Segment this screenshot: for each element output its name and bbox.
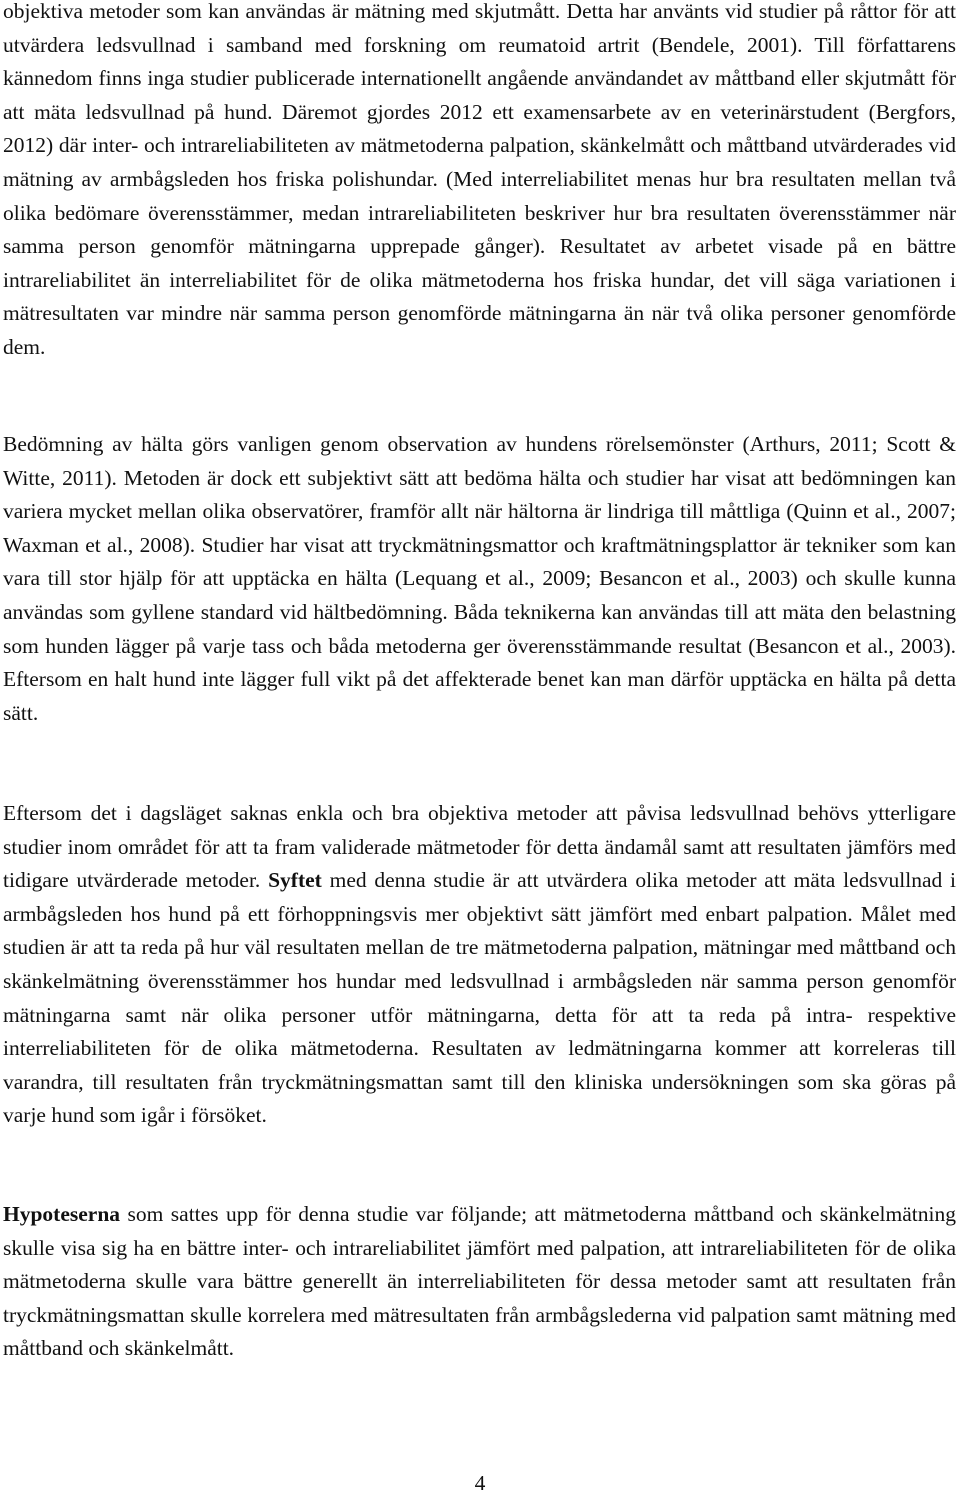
aim-bold-term: Syftet bbox=[268, 868, 322, 893]
paragraph-lameness-assessment: Bedömning av hälta görs vanligen genom observation av hundens rörelsemönster (Arthurs, 2011; Scott & Witte, 2011). Metoden är dock ett subjektivt sätt att bedöma hälta och studier har visat att bedömningen kan variera mycket mellan olika observatörer, framför allt när hältorna är lindriga till måttliga (Quinn et al., 2007; Waxman et al., 2008). Studier har visat att tryckmätningsmattor och kraftmätningsplattor är tekniker som kan vara till stor hjälp för att upptäcka en hälta (Lequang et al., 2009; Besancon et al., 2003) och skulle kunna användas som gyllene standard vid hältbedömning. Båda teknikerna kan användas till att mäta den belastning som hunden lägger på varje tass och båda metoderna ger överensstämmande resultat (Besancon et al., 2003). Eftersom en halt hund inte lägger full vikt på det affekterade benet kan man därför upptäcka en hälta på detta sätt. bbox=[3, 432, 956, 725]
aim-text-before: Eftersom det i dagsläget saknas enkla och bra objektiva metoder att påvisa ledsvullnad behövs ytterligare studier inom området för att ta fram validerade mätmetoder för detta ändamål samt att resultaten jämförs med tidigare utvärderade metoder. bbox=[3, 801, 956, 893]
paragraph-measurement-methods: objektiva metoder som kan användas är mätning med skjutmått. Detta har använts vid studier på råttor för att utvärdera ledsvullnad i samband med forskning om reumatoid artrit (Bendele, 2001). Till författarens kännedom finns inga studier publicerade internationellt angående användandet av måttband eller skjutmått för att mäta ledsvullnad på hund. Däremot gjordes 2012 ett examensarbete av en veterinärstudent (Bergfors, 2012) där inter- och intrareliabiliteten av mätmetoderna palpation, skänkelmått och måttband utvärderades vid mätning av armbågsleden hos friska polishundar. (Med interreliabilitet menas hur bra resultaten mellan två olika bedömare överensstämmer, medan intrareliabiliteten beskriver hur bra resultaten överensstämmer när samma person genomför mätningarna upprepade gånger). Resultatet av arbetet visade på en bättre intrareliabilitet än interreliabilitet för de olika mätmetoderna hos friska hundar, det vill säga variationen i mätresultaten var mindre när samma person genomförde mätningarna än när två olika personer genomförde dem. bbox=[3, 0, 956, 359]
aim-text-after: med denna studie är att utvärdera olika metoder att mäta ledsvullnad i armbågsleden hos hund på ett förhoppningsvis mer objektivt sätt jämfört med enbart palpation. Målet med studien är att ta reda på hur väl resultaten mellan de tre mätmetoderna palpation, mätningar med måttband och skänkelmätning överensstämmer hos hundar med ledsvullnad i armbågsleden när samma person genomför mätningarna samt när olika personer utför mätningarna, detta för att ta reda på intra- respektive interreliabiliteten för de olika mätmetoderna. Resultaten av ledmätningarna kommer att korreleras till varandra, till resultaten från tryckmätningsmattan samt till den kliniska undersökningen som ska göras på varje hund som igår i försöket. bbox=[3, 868, 956, 1128]
hypotheses-text: som sattes upp för denna studie var följande; att mätmetoderna måttband och skänkelmätning skulle visa sig ha en bättre inter- och intrareliabilitet jämfört med palpation, att intrareliabiliteten för de olika mätmetoderna skulle vara bättre generellt än interreliabiliteten för dessa metoder samt att resultaten från tryckmätningsmattan skulle korrelera med mätresultaten från armbågslederna vid palpation samt mätning med måttband och skänkelmått. bbox=[3, 1202, 956, 1361]
paragraph-hypotheses bbox=[3, 1198, 956, 1366]
page-number: 4 bbox=[474, 1471, 486, 1495]
paragraph-study-aim bbox=[3, 797, 956, 1133]
hypotheses-bold-term: Hypoteserna bbox=[3, 1202, 121, 1226]
